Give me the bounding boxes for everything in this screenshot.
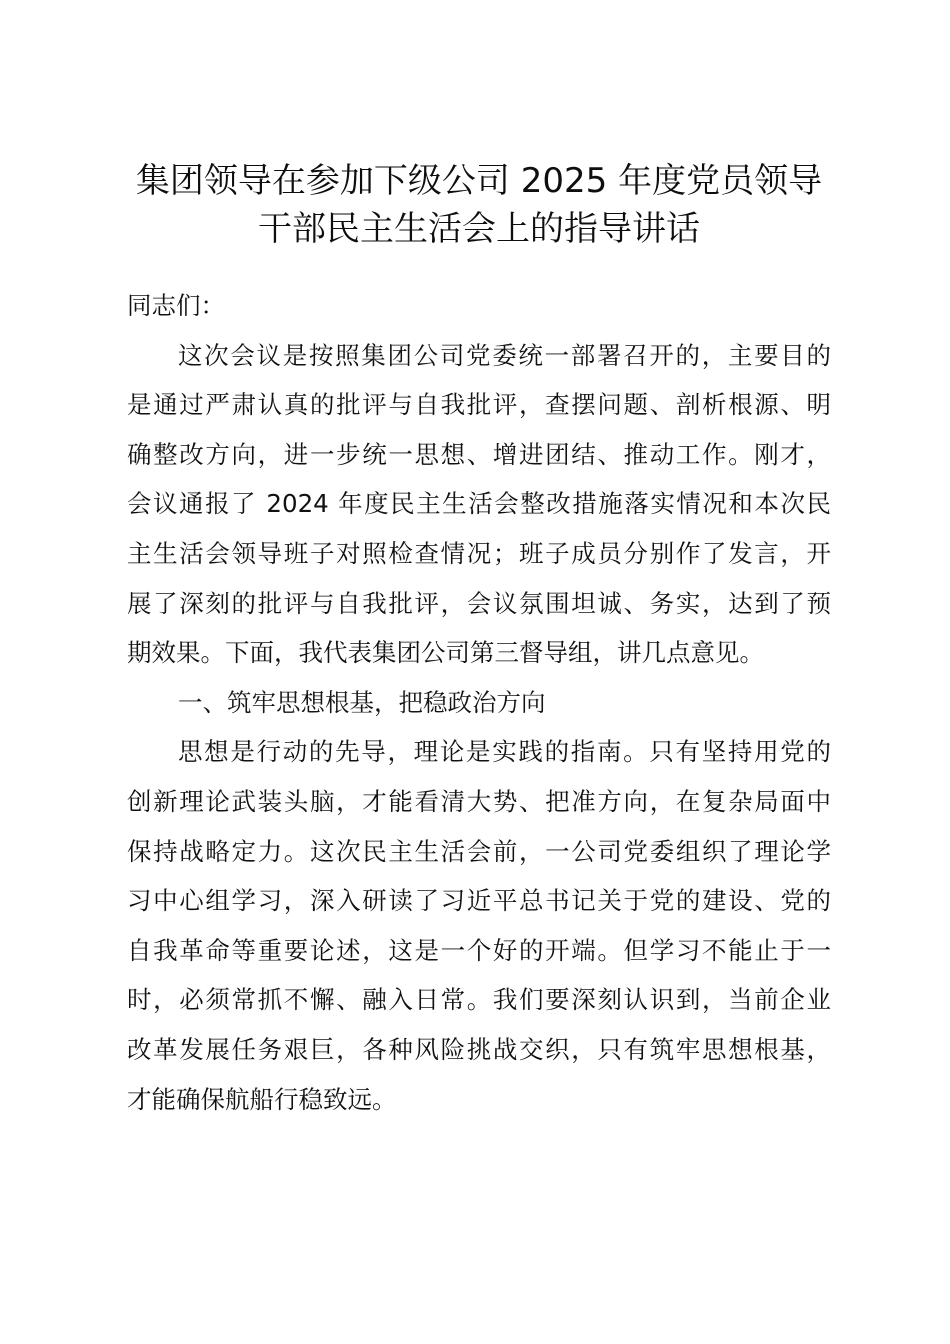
paragraph-line: 才能确保航船行稳致远。	[127, 1084, 397, 1114]
paragraph-line: 创新理论武装头脑，才能看清大势、把准方向，在复杂局面中	[127, 786, 831, 816]
title-line-1: 集团领导在参加下级公司 2025 年度党员领导	[135, 161, 823, 201]
salutation: 同志们：	[127, 291, 225, 320]
paragraph-line: 思想是行动的先导，理论是实践的指南。只有坚持用党的	[178, 737, 831, 767]
paragraph-line: 是通过严肃认真的批评与自我批评，查摆问题、剖析根源、明	[127, 390, 831, 420]
paragraph-line: 展了深刻的批评与自我批评，会议氛围坦诚、务实，达到了预	[127, 588, 831, 618]
paragraph-line: 改革发展任务艰巨，各种风险挑战交织，只有筑牢思想根基，	[127, 1034, 831, 1064]
paragraph-line: 期效果。下面，我代表集团公司第三督导组，讲几点意见。	[127, 638, 764, 668]
document-title	[127, 157, 831, 253]
section-heading-1: 一、筑牢思想根基，把稳政治方向	[178, 687, 546, 717]
paragraph-line: 自我革命等重要论述，这是一个好的开端。但学习不能止于一	[127, 935, 831, 965]
paragraph-line: 习中心组学习，深入研读了习近平总书记关于党的建设、党的	[127, 886, 831, 916]
paragraph-line: 保持战略定力。这次民主生活会前，一公司党委组织了理论学	[127, 836, 831, 866]
paragraph-line: 这次会议是按照集团公司党委统一部署召开的，主要目的	[178, 340, 831, 370]
paragraph-intro	[127, 331, 831, 678]
paragraph-line: 确整改方向，进一步统一思想、增进团结、推动工作。刚才，	[127, 439, 831, 469]
paragraph-line: 时，必须常抓不懈、融入日常。我们要深刻认识到，当前企业	[127, 985, 831, 1015]
paragraph-line: 会议通报了 2024 年度民主生活会整改措施落实情况和本次民	[127, 489, 831, 519]
paragraph-section-1	[127, 727, 831, 1124]
document-page	[127, 157, 831, 1124]
title-line-2: 干部民主生活会上的指导讲话	[258, 209, 700, 249]
paragraph-line: 主生活会领导班子对照检查情况；班子成员分别作了发言，开	[127, 538, 831, 568]
